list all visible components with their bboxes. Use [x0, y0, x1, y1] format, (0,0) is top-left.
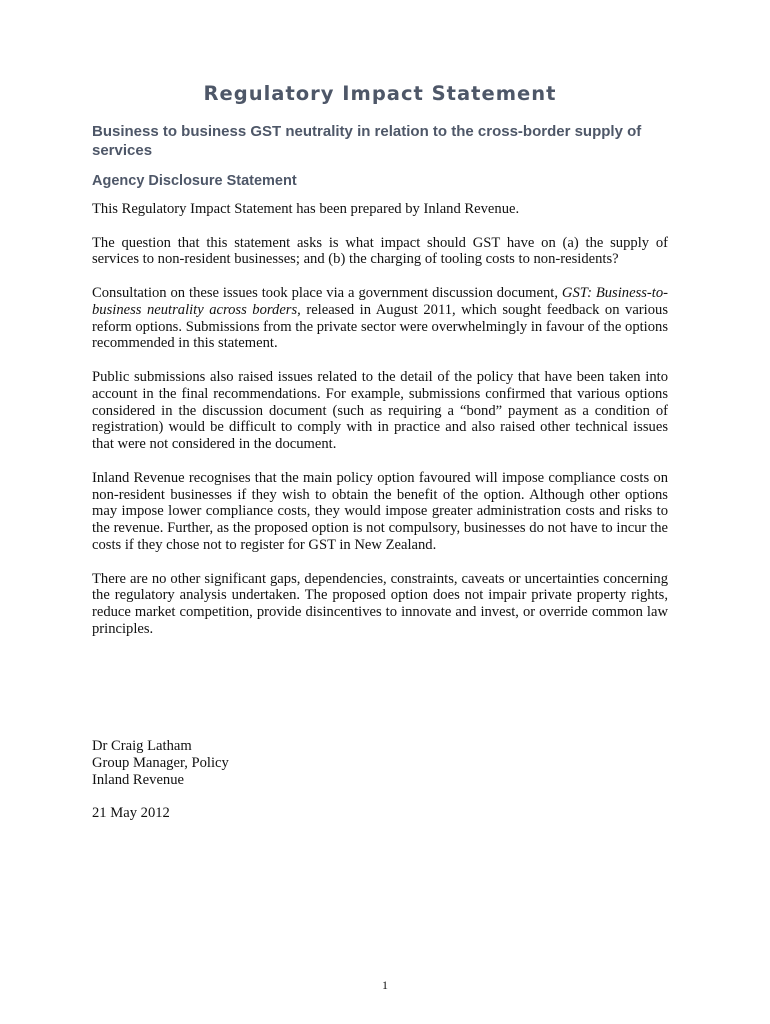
signatory-position: Group Manager, Policy — [92, 754, 229, 771]
document-title: Regulatory Impact Statement — [203, 82, 557, 105]
paragraph-consultation-text-end: , released in August 2011, which sought feedback on various reform options. Submissions from the private sector were overwhelmingly in favour of the options recommended in this statement. — [92, 301, 668, 352]
signatory-name: Dr Craig Latham — [92, 738, 192, 754]
paragraph-consultation — [92, 285, 668, 352]
document-body — [92, 201, 668, 655]
page-number: 1 — [382, 978, 388, 992]
paragraph-question: The question that this statement asks is what impact should GST have on (a) the supply of services to non-resident businesses; and (b) the charging of tooling costs to non-residents? — [92, 234, 668, 268]
paragraph-prepared-by: This Regulatory Impact Statement has been prepared by Inland Revenue. — [92, 201, 520, 217]
paragraph-compliance-costs: Inland Revenue recognises that the main policy option favoured will impose compliance costs on non-resident businesses if they wish to obtain the benefit of the option. Although other options may impose lower compliance costs, they would impose greater administration costs and risks to the revenue. Further, as the proposed option is not compulsory, businesses do not have to incur the costs if they chose not to register for GST in New Zealand. — [92, 469, 668, 553]
paragraph-no-gaps: There are no other significant gaps, dependencies, constraints, caveats or uncertainties concerning the regulatory analysis undertaken. The proposed option does not impair private property rights, reduce market competition, provide disincentives to innovate and invest, or override common law principles. — [92, 570, 668, 637]
document-subtitle: Business to business GST neutrality in relation to the cross-border supply of services — [92, 123, 642, 159]
paragraph-public-submissions: Public submissions also raised issues related to the detail of the policy that have been taken into account in the final recommendations. For example, submissions confirmed that various options considered in the discussion document (such as requiring a “bond” payment as a condition of registration) would be difficult to comply with in practice and also raised other technical issues that were not considered in the document. — [92, 368, 668, 453]
document-date: 21 May 2012 — [92, 805, 170, 821]
section-heading: Agency Disclosure Statement — [92, 173, 297, 189]
paragraph-consultation-text-start: Consultation on these issues took place via a government discussion document, — [92, 284, 562, 301]
signatory-organisation: Inland Revenue — [92, 771, 184, 788]
signature-block — [92, 738, 492, 788]
discussion-document-title: GST: Business-to-business neutrality across borders — [92, 284, 668, 318]
